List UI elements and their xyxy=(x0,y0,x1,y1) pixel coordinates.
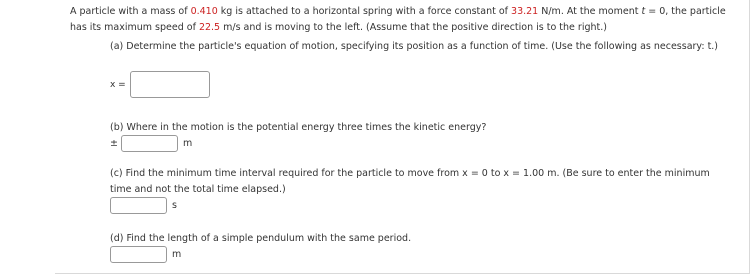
pendulum-length-input[interactable] xyxy=(110,246,167,263)
plus-minus-sign: ± xyxy=(110,138,118,149)
mass-value: 0.410 xyxy=(190,6,218,17)
problem-statement xyxy=(70,4,735,36)
part-d-answer-row xyxy=(110,246,181,263)
part-b-question: (b) Where in the motion is the potential energy three times the kinetic energy? xyxy=(110,122,487,133)
speed-value: 22.5 xyxy=(198,22,221,33)
equation-of-motion-input[interactable] xyxy=(130,71,210,98)
intro-text-3: N/m. At the moment xyxy=(538,6,642,17)
intro-text-5: m/s and is moving to the left. (Assume that the positive direction is to the right.) xyxy=(220,22,607,33)
intro-text-1: A particle with a mass of xyxy=(70,6,191,17)
intro-text-2: kg is attached to a horizontal spring with a force constant of xyxy=(217,6,512,17)
part-c-question: (c) Find the minimum time interval required for the particle to move from x = 0 to x = 1.00 m. (Be sure to enter the minimum time and not the total time elapsed.) xyxy=(110,168,710,195)
part-d-question: (d) Find the length of a simple pendulum with the same period. xyxy=(110,233,412,244)
potential-energy-position-input[interactable] xyxy=(121,135,178,152)
part-a-question: (a) Determine the particle's equation of motion, specifying its position as a function of time. (Use the following as necessary: t.) xyxy=(110,41,719,52)
force-constant-value: 33.21 xyxy=(511,6,539,17)
minimum-time-input[interactable] xyxy=(110,197,167,214)
intro-text-4: = 0, the particle has its maximum speed of xyxy=(70,6,726,33)
part-b-answer-row xyxy=(110,135,192,152)
part-b-unit: m xyxy=(183,138,193,149)
part-a-answer-row xyxy=(110,71,210,98)
part-d-unit: m xyxy=(172,249,182,260)
part-c-unit: s xyxy=(172,200,177,211)
part-a-label: x = xyxy=(110,79,126,90)
time-variable: t xyxy=(641,6,646,17)
part-c-answer-row xyxy=(110,197,177,214)
